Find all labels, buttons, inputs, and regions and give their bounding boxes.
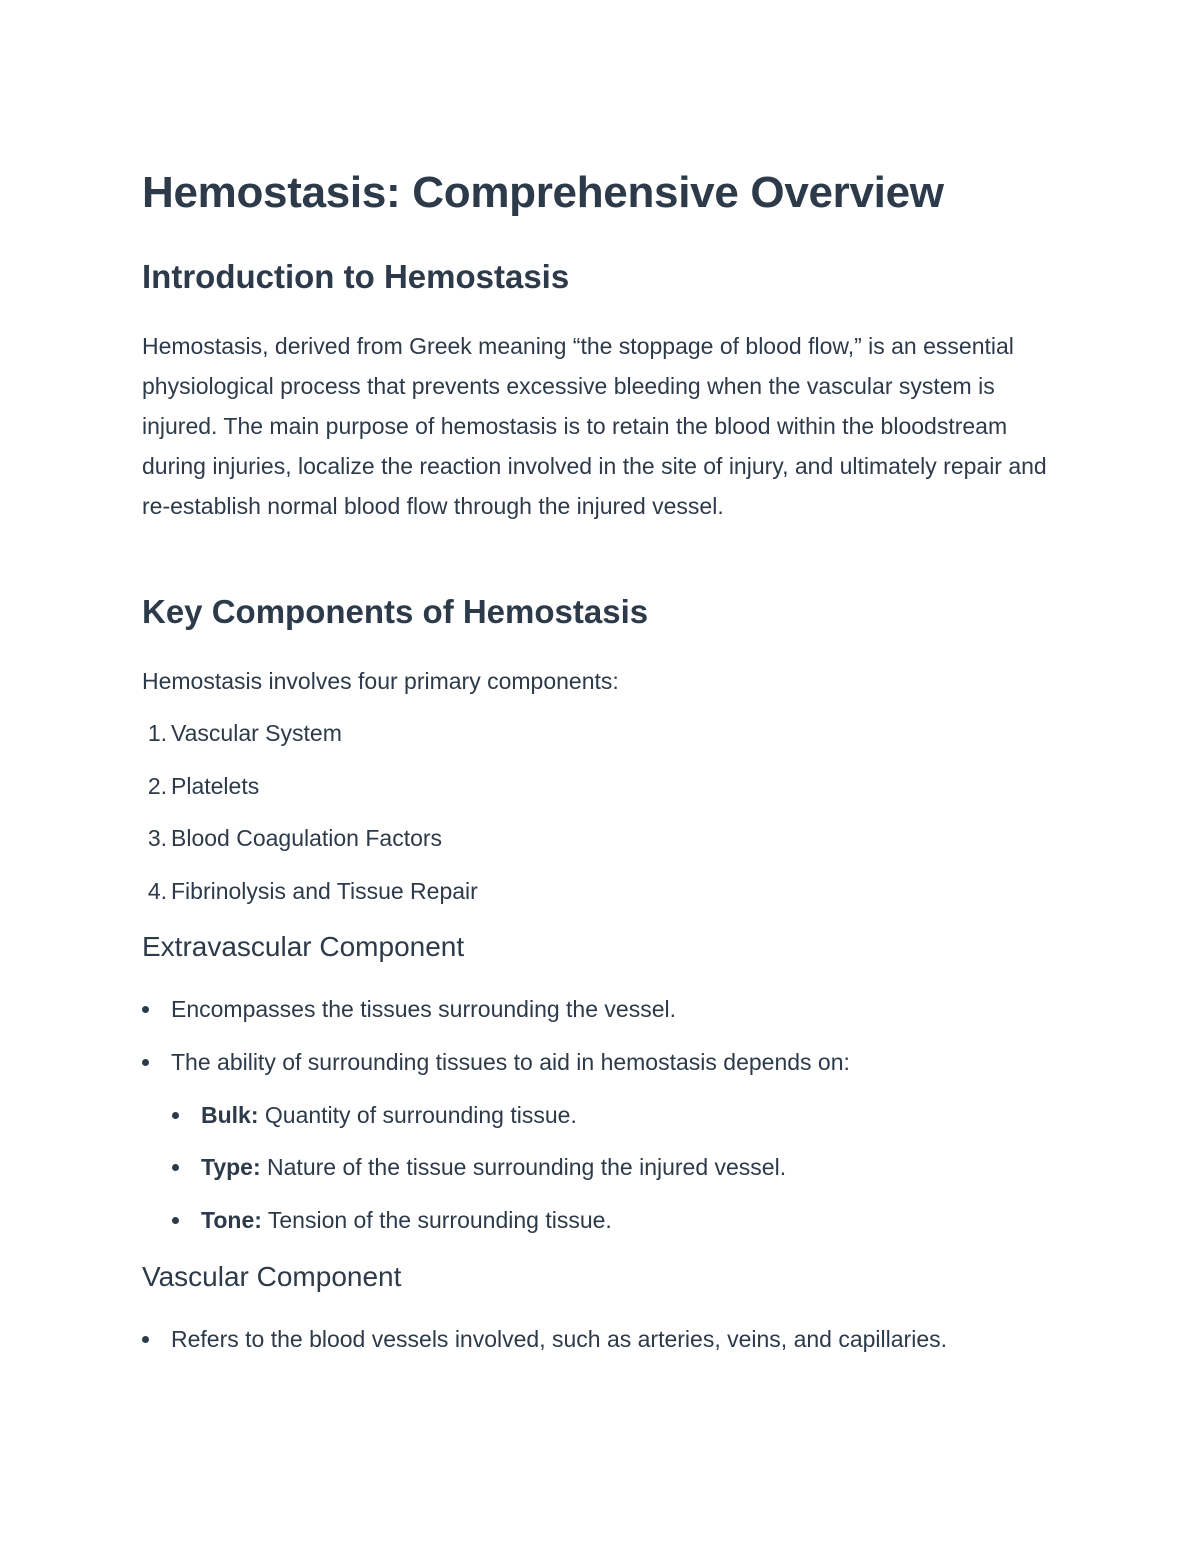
bullet-dot-icon xyxy=(172,1112,179,1119)
bullet-dot-icon xyxy=(172,1217,179,1224)
term-description: Quantity of surrounding tissue. xyxy=(258,1102,577,1128)
vascular-heading: Vascular Component xyxy=(142,1261,402,1292)
bullet-text xyxy=(201,1200,612,1240)
list-item xyxy=(142,713,342,753)
list-item-text: Blood Coagulation Factors xyxy=(171,825,443,851)
list-number: 4. xyxy=(147,878,167,904)
bullet-text xyxy=(201,1095,577,1135)
term-label: Bulk: xyxy=(201,1102,259,1128)
term-label: Type: xyxy=(201,1154,261,1180)
term-description: Nature of the tissue surrounding the injured vessel. xyxy=(260,1154,787,1180)
intro-paragraph: Hemostasis, derived from Greek meaning “the stoppage of blood flow,” is an essential physiological process that prevents excessive bleeding when the vascular system is injured. The main purpose of hemostasis is to retain the blood within the bloodstream during injuries, localize the reaction involved in the site of injury, and ultimately repair and re-establish normal blood flow through the injured vessel. xyxy=(142,333,1047,519)
bullet-dot-icon xyxy=(142,1059,149,1066)
intro-heading: Introduction to Hemostasis xyxy=(142,258,570,295)
key-components-lead: Hemostasis involves four primary components: xyxy=(142,668,619,694)
bullet-text: The ability of surrounding tissues to aid in hemostasis depends on: xyxy=(171,1049,850,1075)
list-item-text: Platelets xyxy=(171,773,260,799)
bullet-dot-icon xyxy=(142,1336,149,1343)
key-components-heading: Key Components of Hemostasis xyxy=(142,593,649,630)
list-item-text: Vascular System xyxy=(171,720,342,746)
list-item-text: Fibrinolysis and Tissue Repair xyxy=(171,878,478,904)
list-number: 1. xyxy=(147,720,167,746)
bullet-text: Refers to the blood vessels involved, such as arteries, veins, and capillaries. xyxy=(171,1326,948,1352)
bullet-text: Encompasses the tissues surrounding the vessel. xyxy=(171,996,676,1022)
page-title: Hemostasis: Comprehensive Overview xyxy=(142,168,944,217)
list-item xyxy=(142,871,478,911)
list-number: 2. xyxy=(147,773,167,799)
list-item xyxy=(142,766,259,806)
term-description: Tension of the surrounding tissue. xyxy=(261,1207,612,1233)
list-item xyxy=(142,818,442,858)
list-number: 3. xyxy=(147,825,167,851)
bullet-dot-icon xyxy=(172,1164,179,1171)
term-label: Tone: xyxy=(201,1207,262,1233)
bullet-text xyxy=(201,1147,786,1187)
bullet-dot-icon xyxy=(142,1006,149,1013)
extravascular-heading: Extravascular Component xyxy=(142,931,465,962)
